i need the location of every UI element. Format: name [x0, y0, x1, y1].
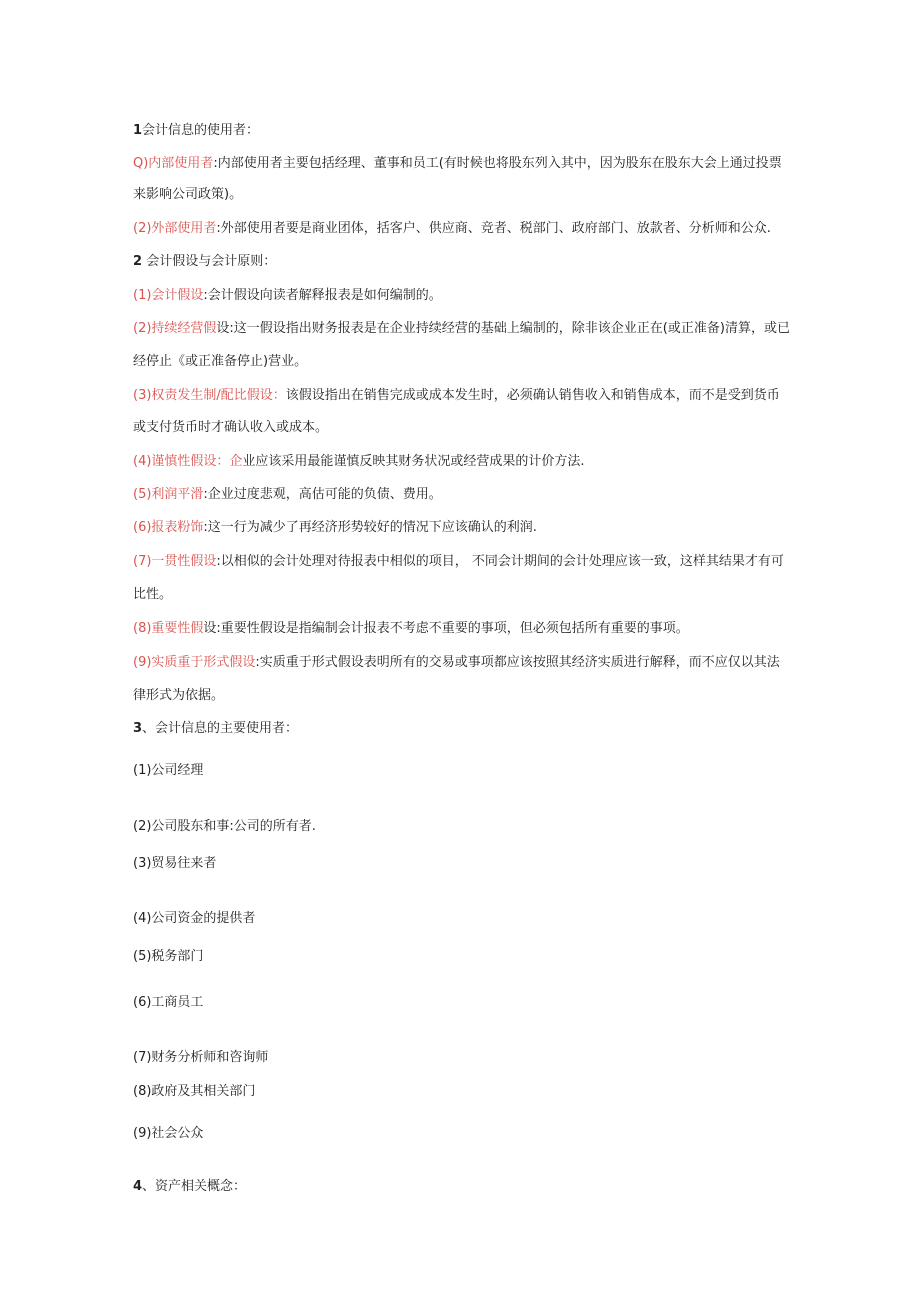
section-1-heading: [133, 122, 259, 140]
paragraph-prudence: [133, 453, 585, 471]
section-3-heading: [133, 720, 298, 738]
list-item: (6)工商员工: [133, 995, 204, 1010]
list-item: (5)税务部门: [133, 949, 204, 964]
paragraph-text: :会计假设向读者解释报表是如何编制的。: [203, 288, 442, 303]
paragraph-going-concern: [133, 320, 790, 338]
section-title: 、资产相关概念：: [142, 1179, 247, 1194]
paragraph-text: 业应该采用最能谨慎反映其财务状况或经营成果的计价方法.: [242, 454, 585, 469]
term-label: Q)内部使用者: [133, 156, 214, 171]
paragraph-text: 该假设指出在销售完成或成本发生时，必须确认销售收入和销售成本，而不是受到货币: [285, 388, 780, 403]
section-4-heading: [133, 1178, 246, 1196]
term-label: (5)利润平滑: [133, 487, 204, 502]
paragraph-text: :外部使用者要是商业团体，括客户、供应商、竞者、税部门、政府部门、放款者、分析师和公众.: [216, 221, 771, 236]
paragraph-materiality: [133, 620, 689, 638]
paragraph-window-dressing: [133, 519, 537, 537]
paragraph-profit-smoothing: [133, 486, 442, 504]
section-2-heading: [133, 253, 276, 271]
paragraph-substance-over-form: [133, 654, 780, 672]
term-label: (2)持续经营假: [133, 321, 217, 336]
term-label: (1)会计假设: [133, 288, 204, 303]
section-number: 3: [133, 721, 143, 736]
paragraph-text: 设:重要性假设是指编制会计报表不考虑不重要的事项，但必须包括所有重要的事项。: [203, 621, 689, 636]
paragraph-accrual-matching: [133, 387, 780, 405]
list-item: (9)社会公众: [133, 1126, 204, 1141]
section-title: 会计假设与会计原则：: [146, 254, 277, 269]
paragraph-external-users: [133, 220, 771, 238]
term-label: (9)实质重于形式假设: [133, 655, 256, 670]
paragraph-text: :以相似的会计处理对待报表中相似的项目， 不同会计期间的会计处理应该一致，这样其结果才有可: [216, 554, 784, 569]
term-label: (4)谨慎性假设：企: [133, 454, 243, 469]
paragraph-text: 设:这一假设指出财务报表是在企业持续经营的基础上编制的，除非该企业正在(或正准备)清算，或已: [216, 321, 790, 336]
paragraph-text: :实质重于形式假设表明所有的交易或事项都应该按照其经济实质进行解释，而不应仅以其法: [255, 655, 780, 670]
paragraph-text: :内部使用者主要包括经理、董事和员工(有时候也将股东列入其中，因为股东在股东大会上通过投票: [213, 156, 782, 171]
list-item: (2)公司股东和事:公司的所有者.: [133, 819, 316, 834]
section-title: 会计信息的使用者：: [142, 123, 260, 138]
paragraph-text: :企业过度悲观，高估可能的负债、费用。: [203, 487, 442, 502]
list-item: (3)贸易往来者: [133, 856, 217, 871]
paragraph-continuation: 比性。: [133, 587, 173, 602]
paragraph-continuation: 律形式为依据。: [133, 688, 225, 703]
term-label: (7)一贯性假设: [133, 554, 217, 569]
paragraph-continuation: 或支付货币时才确认收入或成本。: [133, 420, 329, 435]
list-item: (8)政府及其相关部门: [133, 1084, 256, 1099]
paragraph-consistency: [133, 553, 784, 571]
paragraph-text: :这一行为减少了再经济形势较好的情况下应该确认的利润.: [203, 520, 537, 535]
section-number: 2: [133, 254, 143, 269]
term-label: (6)报表粉饰: [133, 520, 204, 535]
section-number: 4: [133, 1179, 143, 1194]
term-label: (3)权责发生制/配比假设：: [133, 388, 286, 403]
list-item: (7)财务分析师和咨询师: [133, 1050, 269, 1065]
paragraph-internal-users: [133, 155, 782, 173]
paragraph-continuation: 经停止《或正准备停止)营业。: [133, 354, 308, 369]
list-item: (1)公司经理: [133, 763, 204, 778]
term-label: (2)外部使用者: [133, 221, 217, 236]
section-title: 、会计信息的主要使用者：: [142, 721, 299, 736]
section-number: 1: [133, 123, 143, 138]
list-item: (4)公司资金的提供者: [133, 911, 256, 926]
paragraph-continuation: 来影响公司政策)。: [133, 187, 243, 202]
term-label: (8)重要性假: [133, 621, 204, 636]
paragraph-accounting-assumption: [133, 287, 442, 305]
